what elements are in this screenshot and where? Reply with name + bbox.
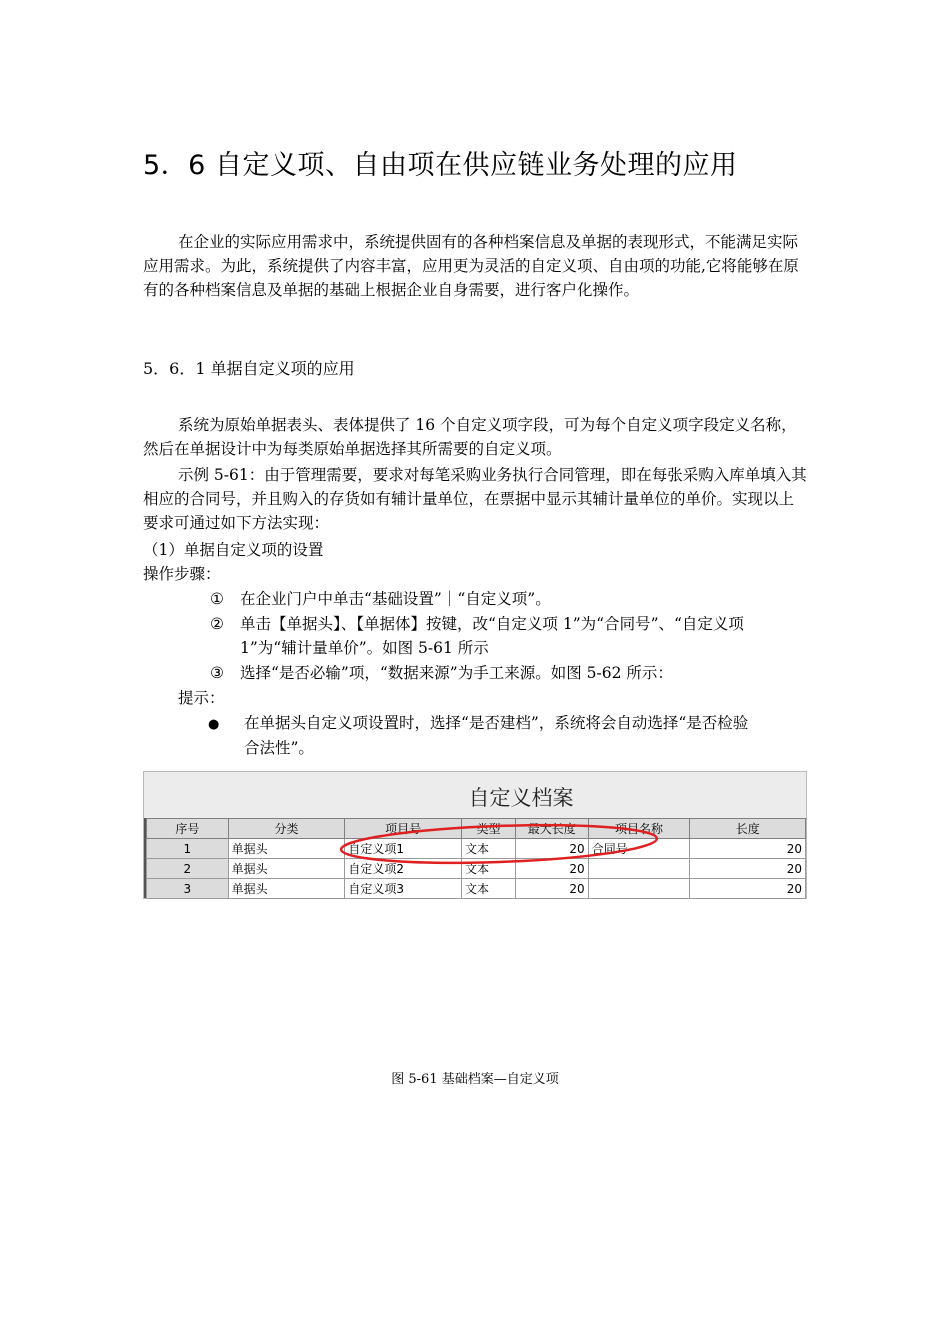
- tip-item: [208, 711, 748, 737]
- step-3: [210, 661, 810, 685]
- step-text: 单击【单据头】、【单据体】按键，改“自定义项 1”为“合同号”、“自定义项: [240, 615, 744, 633]
- highlight-overlay: [144, 772, 808, 900]
- column-header[interactable]: 类型: [462, 819, 516, 839]
- column-header[interactable]: 分类: [228, 819, 345, 839]
- item-number-cell[interactable]: 自定义项1: [345, 839, 462, 859]
- screenshot-title: 自定义档案: [468, 786, 574, 810]
- max-length-cell[interactable]: 20: [515, 879, 588, 899]
- paragraph-fields: 系统为原始单据表头、表体提供了 16 个自定义项字段，可为每个自定义项字段定义名称，然后在单据设计中为每类原始单据选择其所需要的自定义项。: [143, 416, 797, 458]
- step-text: 选择“是否必输”项，“数据来源”为手工来源。如图 5-62 所示：: [240, 664, 673, 682]
- custom-archive-screenshot: [143, 771, 807, 899]
- column-header[interactable]: 项目名称: [588, 819, 690, 839]
- step-1: [210, 587, 810, 611]
- step-2: [210, 612, 810, 636]
- category-cell[interactable]: 单据头: [228, 839, 345, 859]
- row-index: 2: [147, 859, 229, 879]
- max-length-cell[interactable]: 20: [515, 839, 588, 859]
- row-index: 3: [147, 879, 229, 899]
- type-cell[interactable]: 文本: [462, 839, 516, 859]
- step-2-continued: [210, 636, 810, 660]
- category-cell[interactable]: 单据头: [228, 859, 345, 879]
- section-heading: 5．6．1 单据自定义项的应用: [143, 359, 355, 378]
- tip-text-continued: 合法性”。: [244, 739, 314, 757]
- column-header[interactable]: 最大长度: [515, 819, 588, 839]
- length-cell[interactable]: 20: [690, 859, 806, 879]
- row-index: 1: [147, 839, 229, 859]
- step-text: 1”为“辅计量单价”。如图 5-61 所示: [240, 639, 489, 657]
- length-cell[interactable]: 20: [690, 879, 806, 899]
- type-cell[interactable]: 文本: [462, 879, 516, 899]
- page-title: 5．6 自定义项、自由项在供应链业务处理的应用: [143, 150, 738, 181]
- column-header[interactable]: 长度: [690, 819, 806, 839]
- highlight-ellipse: [340, 820, 657, 867]
- tip-text: 在单据头自定义项设置时，选择“是否建档”，系统将会自动选择“是否检验: [244, 714, 749, 732]
- item-name-cell[interactable]: 合同号: [588, 839, 690, 859]
- bullet-icon: ●: [208, 717, 220, 732]
- intro-paragraph: 在企业的实际应用需求中，系统提供固有的各种档案信息及单据的表现形式，不能满足实际应用需求。为此，系统提供了内容丰富，应用更为灵活的自定义项、自由项的功能,它将能够在原有的各种档案信息及单据的基础上根据企业自身需要，进行客户化操作。: [143, 233, 799, 299]
- max-length-cell[interactable]: 20: [515, 859, 588, 879]
- length-cell[interactable]: 20: [690, 839, 806, 859]
- step-number: ②: [210, 615, 224, 633]
- step-number: ③: [210, 664, 224, 682]
- setup-title: （1）单据自定义项的设置: [143, 541, 324, 559]
- column-header[interactable]: 项目号: [345, 819, 462, 839]
- tip-label: 提示：: [178, 689, 225, 707]
- paragraph-example: 示例 5-61：由于管理需要，要求对每笔采购业务执行合同管理，即在每张采购入库单填入其相应的合同号，并且购入的存货如有辅计量单位，在票据中显示其辅计量单位的单价。实现以上要求可通过如下方法实现：: [143, 466, 807, 532]
- item-number-cell[interactable]: 自定义项3: [345, 879, 462, 899]
- type-cell[interactable]: 文本: [462, 859, 516, 879]
- category-cell[interactable]: 单据头: [228, 879, 345, 899]
- figure-caption: 图 5-61 基础档案—自定义项: [391, 1072, 559, 1087]
- step-text: 在企业门户中单击“基础设置”｜“自定义项”。: [240, 590, 551, 608]
- column-header[interactable]: 序号: [147, 819, 229, 839]
- item-number-cell[interactable]: 自定义项2: [345, 859, 462, 879]
- step-number: ①: [210, 590, 224, 608]
- ops-label: 操作步骤：: [143, 565, 221, 583]
